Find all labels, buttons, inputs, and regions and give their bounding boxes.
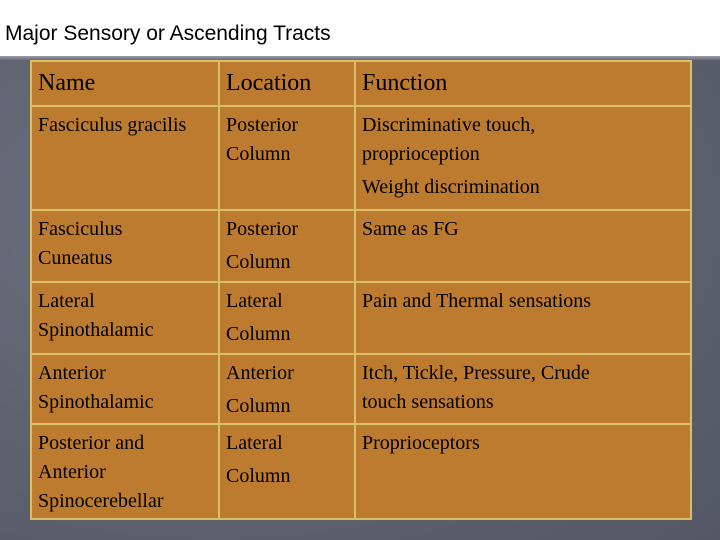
cell-line: Fasciculus (38, 218, 123, 240)
header-name: Name (31, 61, 219, 106)
cell-line: Anterior (38, 362, 106, 384)
cell-location (219, 106, 355, 210)
cell-line: Column (226, 395, 291, 417)
table-row (31, 106, 691, 210)
cell-line: Pain and Thermal sensations (362, 290, 592, 312)
cell-location (219, 282, 355, 354)
cell-name (31, 424, 219, 519)
cell-line: Discriminative touch, (362, 114, 536, 136)
cell-location (219, 424, 355, 519)
cell-line: Posterior (226, 114, 299, 136)
cell-name (31, 106, 219, 210)
cell-name (31, 354, 219, 424)
header-function: Function (355, 61, 691, 106)
cell-line: Lateral (226, 290, 283, 312)
cell-location (219, 354, 355, 424)
table-row (31, 354, 691, 424)
cell-name (31, 282, 219, 354)
cell-line: Spinothalamic (38, 391, 154, 413)
cell-line: touch sensations (362, 391, 494, 413)
cell-line: Column (226, 143, 291, 165)
table-row (31, 210, 691, 282)
tracts-table (30, 60, 692, 520)
cell-function (355, 210, 691, 282)
cell-line: Cuneatus (38, 247, 113, 269)
cell-line: Column (226, 251, 291, 273)
cell-function (355, 424, 691, 519)
cell-line: Proprioceptors (362, 432, 480, 454)
cell-line: Anterior (226, 362, 294, 384)
table-row (31, 282, 691, 354)
table-header-row (31, 61, 691, 106)
cell-line: Weight discrimination (362, 176, 540, 198)
cell-line: Posterior (226, 218, 299, 240)
cell-name (31, 210, 219, 282)
cell-line: Lateral (226, 432, 283, 454)
cell-line: Column (226, 323, 291, 345)
cell-line: Fasciculus gracilis (38, 114, 187, 136)
cell-line: Itch, Tickle, Pressure, Crude (362, 362, 590, 384)
cell-line: Column (226, 465, 291, 487)
cell-function (355, 354, 691, 424)
header-location: Location (219, 61, 355, 106)
table-row (31, 424, 691, 519)
cell-function (355, 106, 691, 210)
slide-title: Major Sensory or Ascending Tracts (5, 22, 331, 45)
cell-line: Lateral (38, 290, 95, 312)
cell-line: Posterior and (38, 432, 145, 454)
cell-line: Spinocerebellar (38, 490, 164, 512)
cell-line: proprioception (362, 143, 480, 165)
title-bar (0, 0, 720, 56)
cell-line: Anterior (38, 461, 106, 483)
cell-line: Same as FG (362, 218, 459, 240)
cell-location (219, 210, 355, 282)
cell-function (355, 282, 691, 354)
cell-line: Spinothalamic (38, 319, 154, 341)
